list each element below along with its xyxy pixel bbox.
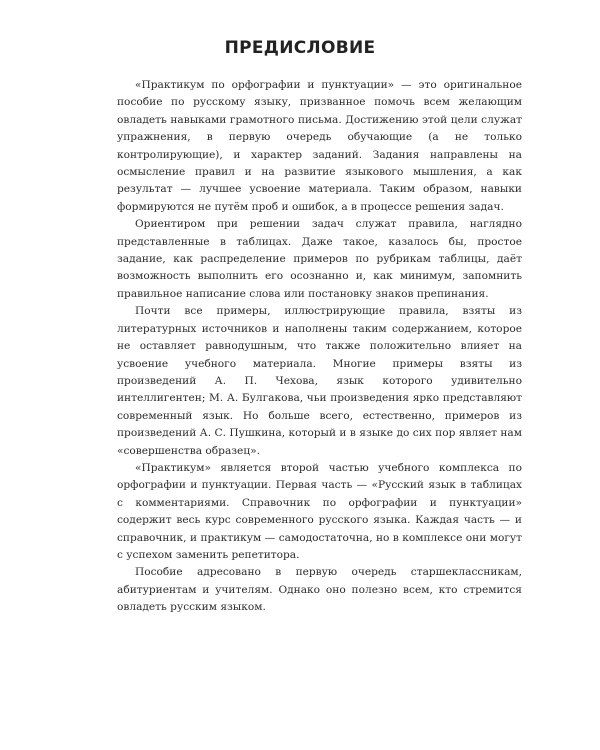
paragraph-1: «Практикум по орфографии и пунктуации» — это оригинальное пособие по русскому языку, призванное помочь всем желающим овладеть навыками грамотного письма. Достижению этой цели служат упражнения, в первую очередь обучающие (а не только контролирующие), и характер заданий. Задания направлены на осмысление правил и на развитие языкового мышления, а как результат — лучшее усвоение материала. Таким образом, навыки формируются не путём проб и ошибок, а в процессе решения задач.: [117, 79, 522, 213]
paragraph-3: Почти все примеры, иллюстрирующие правила, взяты из литературных источников и наполнены таким содержанием, которое не оставляет равнодушным, что также положительно влияет на усвоение учебного материала. Многие примеры взяты из произведений А. П. Чехова, язык которого удивительно интеллигентен; М. А. Булгакова, чьи произведения ярко представляют современный язык. Но больше всего, естественно, примеров из произведений А. С. Пушкина, который и в языке до сих пор являет нам «совершенства образец».: [117, 305, 522, 457]
paragraph-2: Ориентиром при решении задач служат правила, наглядно представленные в таблицах. Даже такое, казалось бы, простое задание, как распределение примеров по рубрикам таблицы, даёт возможность выполнить его осознанно и, как минимум, запомнить правильное написание слова или постановку знаков препинания.: [117, 218, 522, 300]
paragraph-5: Пособие адресовано в первую очередь старшеклассникам, абитуриентам и учителям. Однако оно полезно всем, кто стремится овладеть русским языком.: [117, 566, 522, 614]
page-title: ПРЕДИСЛОВИЕ: [224, 38, 376, 58]
paragraph-4: «Практикум» является второй частью учебного комплекса по орфографии и пунктуации. Первая часть — «Русский язык в таблицах с комментариями. Справочник по орфографии и пунктуации» содержит весь курс современного русского языка. Каждая часть — и справочник, и практикум — самодостаточна, но в комплексе они могут с успехом заменить репетитора.: [117, 461, 522, 561]
preface-text: [117, 77, 522, 617]
